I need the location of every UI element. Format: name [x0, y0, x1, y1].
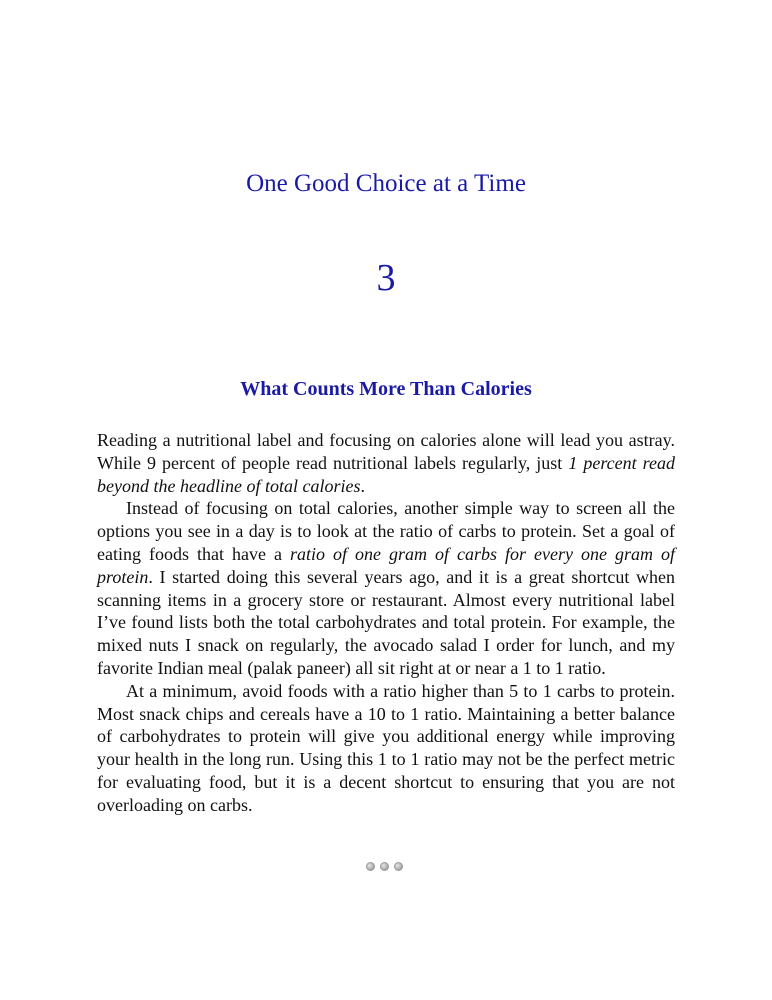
paragraph-3: At a minimum, avoid foods with a ratio higher than 5 to 1 carbs to protein. Most snack chips and cereals have a 10 to 1 ratio. Maintaining a better balance of carbohydrates to protein will give you additional energy while improving your health in the long run. Using this 1 to 1 ratio may not be the perfect metric for evaluating food, but it is a decent shortcut to ensuring that you are not overloading on carbs.	[97, 680, 675, 815]
three-dot-section-break-icon	[366, 862, 403, 871]
paragraph-1	[97, 429, 675, 497]
paragraph-1-emphasis: 1 percent read beyond the headline of total calories	[97, 452, 675, 496]
chapter-body	[97, 429, 675, 817]
book-title: One Good Choice at a Time	[246, 170, 526, 197]
ornament-dot-icon	[366, 862, 375, 871]
paragraph-2	[97, 497, 675, 679]
ornament-dot-icon	[394, 862, 403, 871]
chapter-number: 3	[376, 257, 396, 299]
paragraph-1-end: .	[360, 475, 365, 496]
paragraph-2-end: . I started doing this several years ago, and it is a great shortcut when scanning items in a grocery store or restaurant. Almost every nutritional label I’ve found lists both the total carbohydrates and total protein. For example, the mixed nuts I snack on regularly, the avocado salad I order for lunch, and my favorite Indian meal (palak paneer) all sit right at or near a 1 to 1 ratio.	[97, 566, 675, 678]
paragraph-1-text: Reading a nutritional label and focusing on calories alone will lead you astray. While 9 percent of people read nutritional labels regularly, just	[97, 430, 675, 473]
ornament-dot-icon	[380, 862, 389, 871]
chapter-title: What Counts More Than Calories	[240, 378, 532, 400]
paragraph-2-text: Instead of focusing on total calories, another simple way to screen all the options you see in a day is to look at the ratio of carbs to protein. Set a goal of eating foods that have a	[97, 498, 675, 564]
paragraph-2-emphasis: ratio of one gram of carbs for every one gram of protein	[97, 543, 675, 587]
